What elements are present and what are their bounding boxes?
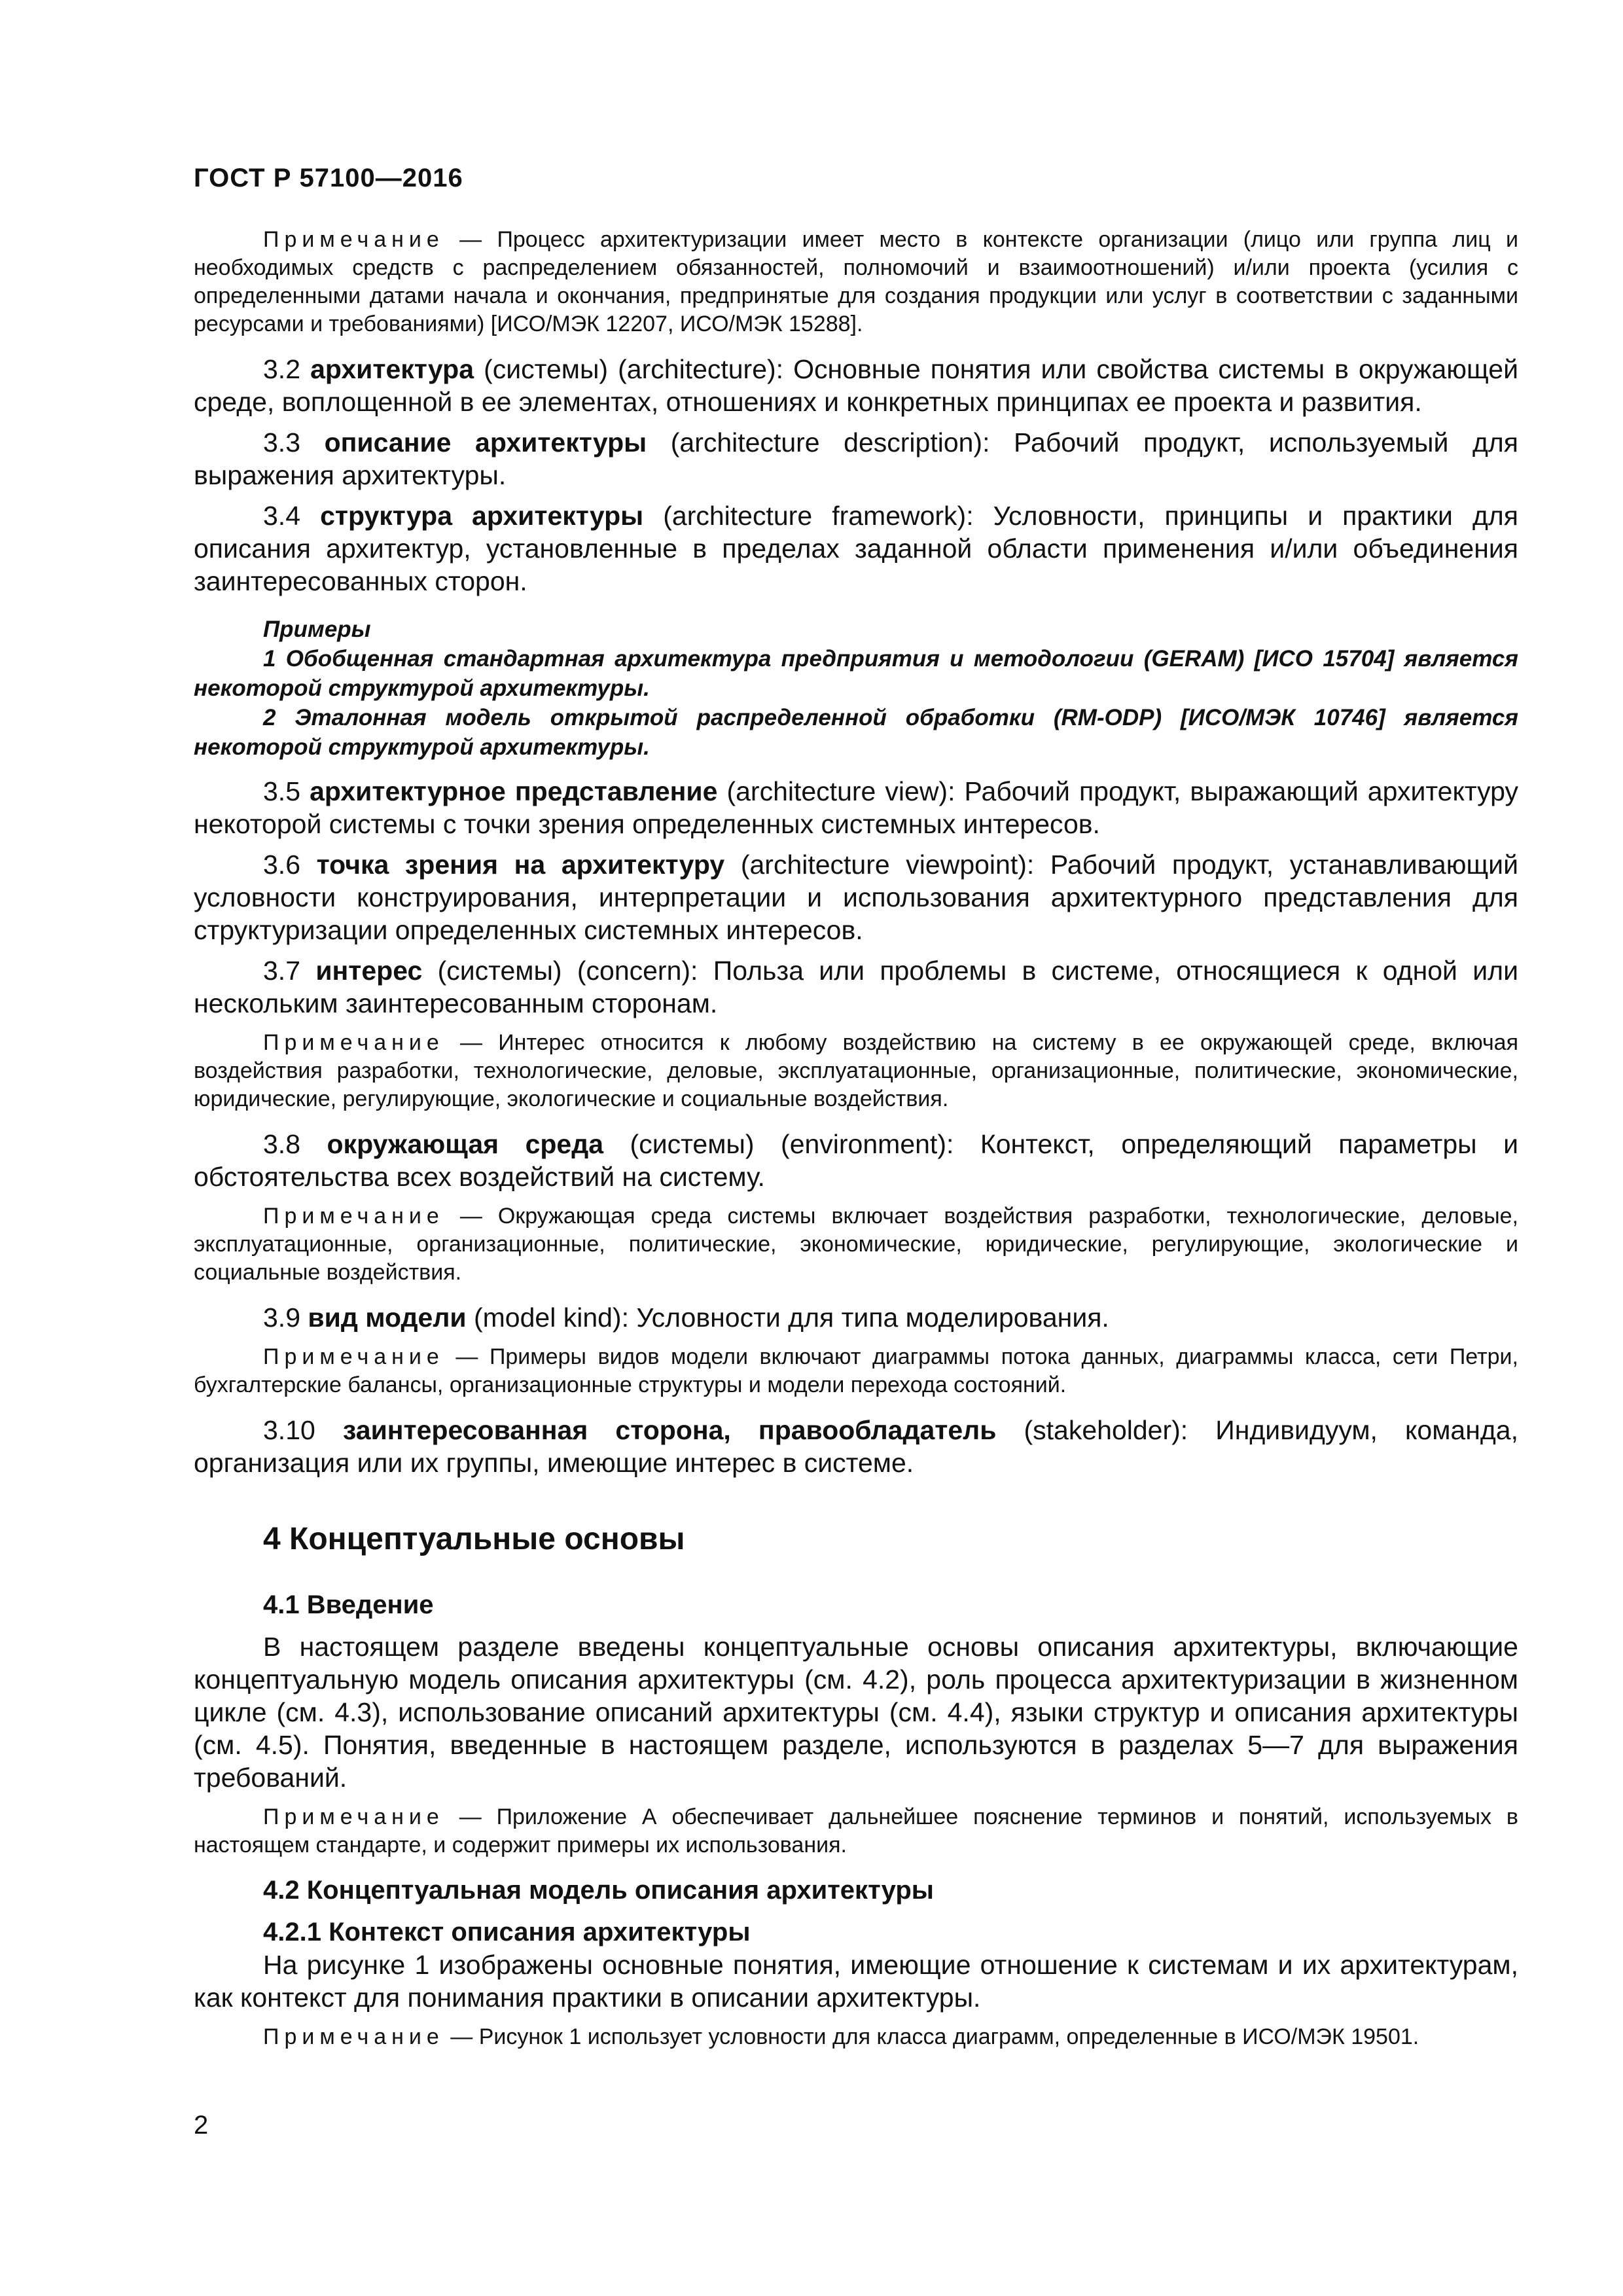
example-item: 1 Обобщенная стандартная архитектура предприятия и методологии (GERAM) [ИСО 15704] является некоторой структурой архитектуры. (194, 646, 1518, 701)
document-body (194, 226, 1518, 2066)
note (194, 2023, 1518, 2051)
term-definition (194, 1128, 1518, 1193)
term-name: окружающая среда (327, 1129, 604, 1159)
note-text: — Интерес относится к любому воздействию на систему в ее окружающей среде, включая воздействия разработки, технологические, деловые, эксплуатационные, организационные, политические, экономические, юридические, регулирующие, экологические и социальные воздействия. (194, 1030, 1518, 1111)
term-name: архитектурное представление (310, 776, 718, 806)
term-number: 3.5 (263, 776, 300, 806)
section-heading: 4 Концептуальные основы (263, 1522, 685, 1556)
term-name: вид модели (308, 1302, 467, 1333)
example-item: 2 Эталонная модель открытой распределенной обработки (RM-ODP) [ИСО/МЭК 10746] является некоторой структурой архитектуры. (194, 705, 1518, 760)
term-definition (194, 775, 1518, 840)
term-definition (194, 499, 1518, 598)
term-number: 3.3 (263, 427, 300, 457)
term-definition (194, 426, 1518, 492)
subsubsection-heading: 4.2.1 Контекст описания архитектуры (263, 1918, 751, 1946)
term-name: интерес (315, 956, 423, 986)
term-definition (194, 954, 1518, 1020)
term-number: 3.8 (263, 1129, 300, 1159)
note-label: Примечание (263, 227, 444, 252)
note-label: Примечание (263, 2024, 444, 2049)
document-header: ГОСТ Р 57100—2016 (194, 164, 463, 192)
term-text: (системы) (architecture): Основные понятия или свойства системы в окружающей среде, воплощенной в ее элементах, отношениях и конкретных принципах ее проекта и развития. (194, 354, 1518, 417)
term-name: архитектура (310, 354, 474, 384)
term-text: (architecture viewpoint): Рабочий продукт, устанавливающий условности конструирования, интерпретации и использования архитектурного представления для структуризации определенных системных интересов. (194, 850, 1518, 945)
note (194, 1202, 1518, 1287)
term-text: (architecture description): Рабочий продукт, используемый для выражения архитектуры. (194, 427, 1518, 490)
term-text: (stakeholder): Индивидуум, команда, организация или их группы, имеющие интерес в системе. (194, 1415, 1518, 1478)
note-text: — Приложение А обеспечивает дальнейшее пояснение терминов и понятий, используемых в настоящем стандарте, и содержит примеры их использования. (194, 1804, 1518, 1857)
note (194, 1343, 1518, 1399)
term-text: (architecture view): Рабочий продукт, выражающий архитектуру некоторой системы с точки зрения определенных системных интересов. (194, 776, 1518, 839)
term-definition (194, 848, 1518, 946)
paragraph: В настоящем разделе введены концептуальные основы описания архитектуры, включающие концептуальную модель описания архитектуры (см. 4.2), роль процесса архитектуризации в жизненном цикле (см. 4.3), использование описаний архитектуры (см. 4.4), языки структур и описания архитектуры (см. 4.5). Понятия, введенные в настоящем разделе, используются в разделах 5—7 для выражения требований. (194, 1632, 1518, 1793)
note (194, 1803, 1518, 1859)
note-label: Примечание (263, 1804, 444, 1829)
paragraph: На рисунке 1 изображены основные понятия, имеющие отношение к системам и их архитектурам, как контекст для понимания практики в описании архитектуры. (194, 1950, 1518, 2013)
term-definition (194, 1414, 1518, 1479)
note-text: — Примеры видов модели включают диаграммы потока данных, диаграммы класса, сети Петри, бухгалтерские балансы, организационные структуры и модели перехода состояний. (194, 1344, 1518, 1397)
term-number: 3.2 (263, 354, 300, 384)
term-definition (194, 1301, 1518, 1334)
note-label: Примечание (263, 1204, 444, 1229)
subsection-heading: 4.2 Концептуальная модель описания архитектуры (263, 1876, 934, 1905)
note-label: Примечание (263, 1344, 444, 1369)
term-number: 3.10 (263, 1415, 315, 1445)
term-number: 3.4 (263, 501, 300, 531)
note (194, 226, 1518, 338)
note-label: Примечание (263, 1030, 444, 1055)
term-name: заинтересованная сторона, правообладатель (342, 1415, 997, 1445)
term-number: 3.6 (263, 850, 300, 880)
subsection-heading: 4.1 Введение (263, 1590, 434, 1619)
page-number: 2 (194, 2111, 209, 2140)
term-number: 3.7 (263, 956, 300, 986)
examples-block (194, 615, 1518, 762)
examples-title: Примеры (263, 617, 371, 642)
note-text: — Окружающая среда системы включает воздействия разработки, технологические, деловые, эксплуатационные, организационные, политические, экономические, юридические, регулирующие, экологические и социальные воздействия. (194, 1204, 1518, 1285)
note (194, 1029, 1518, 1113)
term-text: (model kind): Условности для типа моделирования. (466, 1302, 1109, 1333)
term-text: (системы) (environment): Контекст, определяющий параметры и обстоятельства всех воздействий на систему. (194, 1129, 1518, 1192)
term-definition (194, 353, 1518, 418)
term-text: (системы) (concern): Польза или проблемы в системе, относящиеся к одной или нескольким заинтересованным сторонам. (194, 956, 1518, 1018)
term-name: описание архитектуры (324, 427, 647, 457)
note-text: — Рисунок 1 использует условности для класса диаграмм, определенные в ИСО/МЭК 19501. (444, 2024, 1419, 2049)
term-text: (architecture framework): Условности, принципы и практики для описания архитектур, установленные в пределах заданной области применения и/или объединения заинтересованных сторон. (194, 501, 1518, 596)
term-number: 3.9 (263, 1302, 300, 1333)
term-name: точка зрения на архитектуру (316, 850, 725, 880)
note-text: — Процесс архитектуризации имеет место в контексте организации (лицо или группа лиц и необходимых средств с распределением обязанностей, полномочий и взаимоотношений) и/или проекта (усилия с определенными датами начала и окончания, предпринятые для создания продукции или услуг в соответствии с заданными ресурсами и требованиями) [ИСО/МЭК 12207, ИСО/МЭК 15288]. (194, 227, 1518, 336)
term-name: структура архитектуры (320, 501, 644, 531)
